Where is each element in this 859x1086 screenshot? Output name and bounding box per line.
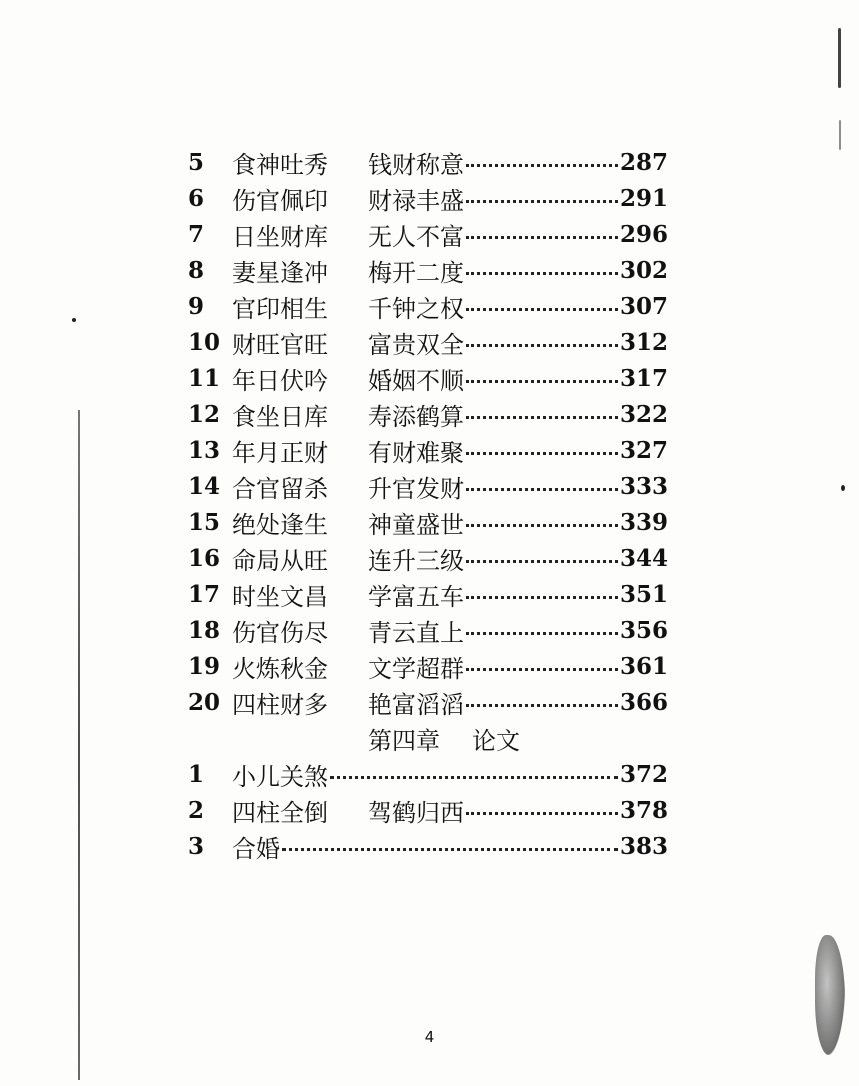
entry-title: 绝处逢生 — [232, 510, 328, 539]
toc-entry[interactable] — [188, 576, 668, 612]
entry-title: 年月正财 — [232, 438, 328, 467]
entry-subtitle: 青云直上 — [368, 618, 464, 647]
entry-page-number: 327 — [619, 436, 668, 464]
toc-entry[interactable] — [188, 396, 668, 432]
entry-title: 伤官佩印 — [232, 186, 328, 215]
entry-number: 11 — [188, 364, 221, 392]
entry-subtitle: 富贵双全 — [368, 330, 464, 359]
entry-subtitle: 有财难聚 — [368, 438, 464, 467]
toc-entry[interactable] — [188, 756, 668, 792]
entry-page-number: 291 — [619, 184, 668, 212]
dot-leader — [466, 344, 618, 347]
dot-leader — [466, 668, 618, 671]
dot-leader — [466, 560, 618, 563]
entry-subtitle: 学富五车 — [368, 582, 464, 611]
entry-title: 合婚 — [232, 834, 280, 863]
entry-number: 16 — [188, 544, 221, 572]
entry-number: 18 — [188, 616, 221, 644]
toc-entry[interactable] — [188, 180, 668, 216]
entry-number: 8 — [188, 256, 205, 284]
toc-entry[interactable] — [188, 144, 668, 180]
dot-leader — [466, 200, 618, 203]
toc-entry[interactable] — [188, 792, 668, 828]
entry-number: 14 — [188, 472, 221, 500]
entry-page-number: 307 — [619, 292, 668, 320]
entry-title: 妻星逢冲 — [232, 258, 328, 287]
entry-title: 年日伏吟 — [232, 366, 328, 395]
page-number: 4 — [424, 1028, 435, 1046]
entry-subtitle: 无人不富 — [368, 222, 464, 251]
toc-entry[interactable] — [188, 288, 668, 324]
entry-page-number: 372 — [619, 760, 668, 788]
entry-title: 四柱全倒 — [232, 798, 328, 827]
entry-title: 四柱财多 — [232, 690, 328, 719]
entry-title: 火炼秋金 — [232, 654, 328, 683]
dot-leader — [282, 848, 618, 851]
entry-page-number: 302 — [619, 256, 668, 284]
entry-subtitle: 千钟之权 — [368, 294, 464, 323]
dot-leader — [466, 164, 618, 167]
entry-page-number: 356 — [619, 616, 668, 644]
entry-number: 5 — [188, 148, 205, 176]
edge-mark — [839, 120, 841, 150]
entry-number: 19 — [188, 652, 221, 680]
chapter-heading[interactable] — [188, 720, 668, 756]
entry-subtitle: 梅开二度 — [368, 258, 464, 287]
toc-entry[interactable] — [188, 216, 668, 252]
entry-subtitle: 连升三级 — [368, 546, 464, 575]
entry-number: 2 — [188, 796, 205, 824]
scan-speck — [72, 318, 76, 322]
entry-title: 合官留杀 — [232, 474, 328, 503]
entry-subtitle: 财禄丰盛 — [368, 186, 464, 215]
entry-title: 命局从旺 — [232, 546, 328, 575]
dot-leader — [466, 380, 618, 383]
toc-entry[interactable] — [188, 612, 668, 648]
toc-entry[interactable] — [188, 432, 668, 468]
toc-entry[interactable] — [188, 684, 668, 720]
entry-title: 伤官伤尽 — [232, 618, 328, 647]
toc-entry[interactable] — [188, 540, 668, 576]
entry-number: 15 — [188, 508, 221, 536]
entry-page-number: 312 — [619, 328, 668, 356]
dot-leader — [466, 236, 618, 239]
entry-number: 13 — [188, 436, 221, 464]
scan-speck — [841, 485, 845, 491]
dot-leader — [466, 812, 618, 815]
edge-mark — [838, 28, 841, 88]
entry-subtitle: 升官发财 — [368, 474, 464, 503]
dot-leader — [466, 308, 618, 311]
dot-leader — [466, 596, 618, 599]
toc-entry[interactable] — [188, 504, 668, 540]
entry-number: 12 — [188, 400, 221, 428]
entry-subtitle: 艳富滔滔 — [368, 690, 464, 719]
dot-leader — [466, 632, 618, 635]
entry-page-number: 366 — [619, 688, 668, 716]
entry-number: 6 — [188, 184, 205, 212]
entry-number: 3 — [188, 832, 205, 860]
entry-page-number: 361 — [619, 652, 668, 680]
entry-title: 食神吐秀 — [232, 150, 328, 179]
entry-title: 官印相生 — [232, 294, 328, 323]
entry-number: 10 — [188, 328, 221, 356]
dot-leader — [466, 272, 618, 275]
entry-number: 20 — [188, 688, 221, 716]
entry-subtitle: 婚姻不顺 — [368, 366, 464, 395]
toc-entry[interactable] — [188, 648, 668, 684]
entry-page-number: 339 — [619, 508, 668, 536]
chapter-name: 论文 — [472, 726, 520, 755]
entry-subtitle: 神童盛世 — [368, 510, 464, 539]
entry-subtitle: 寿添鹤算 — [368, 402, 464, 431]
entry-page-number: 322 — [619, 400, 668, 428]
binding-shadow — [78, 410, 80, 1080]
toc-entry[interactable] — [188, 252, 668, 288]
dot-leader — [466, 524, 618, 527]
entry-title: 食坐日库 — [232, 402, 328, 431]
entry-number: 9 — [188, 292, 205, 320]
entry-page-number: 351 — [619, 580, 668, 608]
entry-number: 1 — [188, 760, 205, 788]
entry-title: 财旺官旺 — [232, 330, 328, 359]
dot-leader — [330, 776, 618, 779]
toc-entry[interactable] — [188, 324, 668, 360]
entry-number: 17 — [188, 580, 221, 608]
dot-leader — [466, 416, 618, 419]
table-of-contents — [188, 144, 668, 864]
entry-title: 日坐财库 — [232, 222, 328, 251]
dot-leader — [466, 704, 618, 707]
toc-entry[interactable] — [188, 828, 668, 864]
entry-page-number: 296 — [619, 220, 668, 248]
entry-subtitle: 文学超群 — [368, 654, 464, 683]
entry-title: 时坐文昌 — [232, 582, 328, 611]
entry-page-number: 383 — [619, 832, 668, 860]
dot-leader — [466, 488, 618, 491]
entry-page-number: 344 — [619, 544, 668, 572]
toc-entry[interactable] — [188, 468, 668, 504]
dot-leader — [466, 452, 618, 455]
entry-title: 小儿关煞 — [232, 762, 328, 791]
entry-number: 7 — [188, 220, 205, 248]
toc-entry[interactable] — [188, 360, 668, 396]
entry-page-number: 333 — [619, 472, 668, 500]
entry-page-number: 378 — [619, 796, 668, 824]
entry-page-number: 317 — [619, 364, 668, 392]
chapter-label: 第四章 — [368, 726, 440, 755]
entry-subtitle: 钱财称意 — [368, 150, 464, 179]
entry-subtitle: 驾鹤归西 — [368, 798, 464, 827]
entry-page-number: 287 — [619, 148, 668, 176]
